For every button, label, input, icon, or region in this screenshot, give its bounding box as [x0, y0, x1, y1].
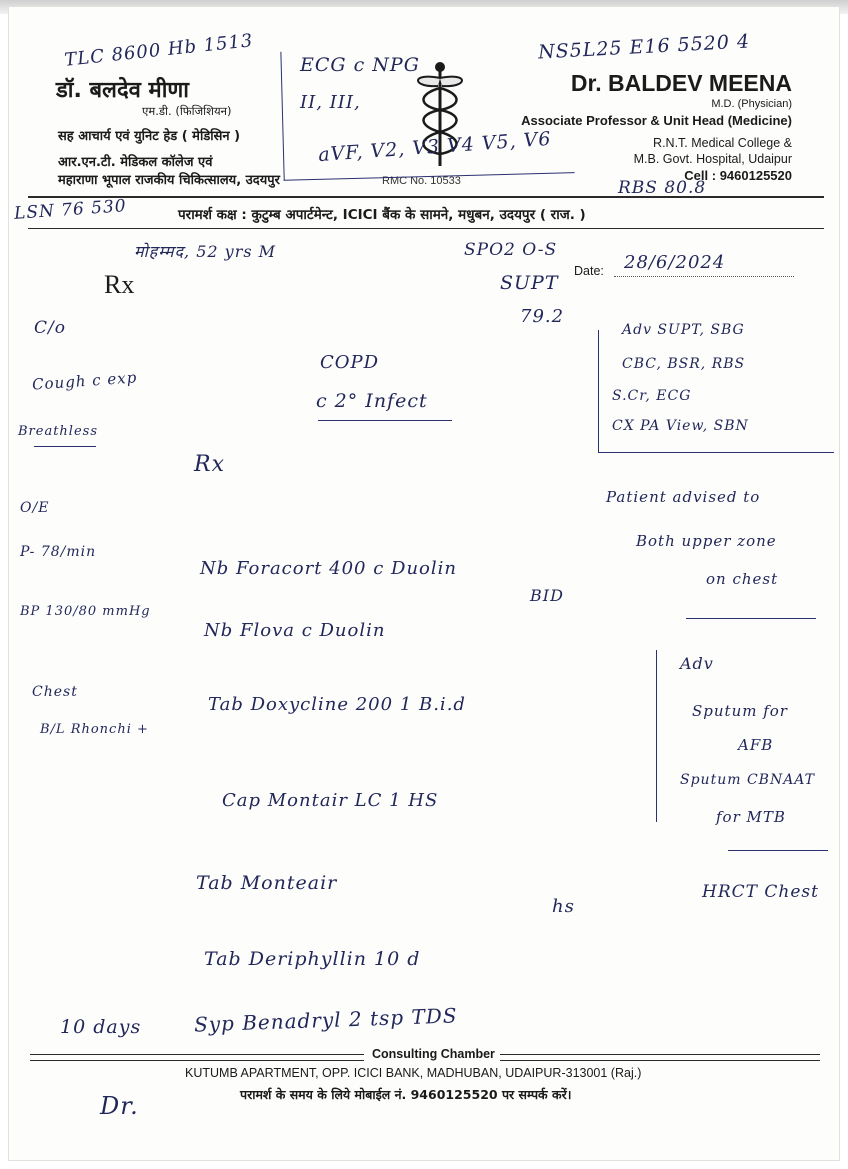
hw-medication-4: Cap Montair LC 1 HS: [222, 790, 439, 811]
hw-sputum-1: Sputum for: [692, 702, 788, 720]
consult-address: परामर्श कक्ष : कुटुम्ब अपार्टमेन्ट, ICICI बैंक के सामने, मधुबन, उदयपुर ( राज. ): [178, 207, 586, 223]
hw-signature: Dr.: [100, 1092, 139, 1120]
hw-medication-6: Tab Deriphyllin 10 d: [204, 948, 421, 970]
hw-note-2: Both upper zone: [636, 532, 777, 550]
hw-investigations-2: CBC, BSR, RBS: [622, 356, 746, 372]
college-hindi: आर.एन.टी. मेडिकल कॉलेज एवं: [58, 155, 213, 170]
rx-symbol: Rx: [104, 270, 135, 299]
underline: [318, 420, 452, 421]
hw-lab-values: TLC 8600 Hb 1513: [63, 30, 255, 71]
hw-sputum-3: Sputum CBNAAT: [680, 772, 815, 788]
hw-rbs: RBS 80.8: [618, 178, 707, 198]
doctor-title-hindi: सह आचार्य एवं युनिट हेड ( मेडिसिन ): [58, 129, 241, 144]
hospital-hindi: महाराणा भूपाल राजकीय चिकित्सालय, उदयपुर: [58, 173, 280, 188]
hw-medication-2: Nb Flova c Duolin: [204, 620, 386, 641]
hw-investigations-3: S.Cr, ECG: [612, 388, 692, 404]
doctor-degree-english: M.D. (Physician): [711, 98, 792, 110]
underline: [686, 618, 816, 619]
hw-spo2: SPO2 O-S: [464, 240, 558, 260]
hw-rx-mark: Rx: [194, 452, 225, 477]
hw-investigations: Adv SUPT, SBG: [622, 322, 745, 338]
underline: [728, 850, 828, 851]
hw-investigations-4: CX PA View, SBN: [612, 418, 749, 434]
hw-patient-id: LSN 76 530: [13, 196, 128, 224]
footer-contact-hindi: परामर्श के समय के लिये मोबाईल नं. 9460125520 पर सम्पर्क करें।: [240, 1087, 572, 1102]
footer-rule-right: [500, 1054, 820, 1061]
hw-chest-finding: B/L Rhonchi +: [40, 722, 149, 737]
hw-supt-value: 79.2: [520, 306, 565, 327]
hw-medication-5: Tab Monteair: [196, 872, 338, 894]
footer-address: KUTUMB APARTMENT, OPP. ICICI BANK, MADHUBAN, UDAIPUR-313001 (Raj.): [185, 1066, 642, 1080]
date-label: Date:: [574, 264, 604, 278]
hw-examination: O/E: [20, 500, 50, 516]
hw-breathless: Breathless: [18, 424, 99, 439]
hw-note-1: Patient advised to: [606, 488, 761, 506]
bracket: [656, 650, 657, 822]
hw-medication-1: Nb Foracort 400 c Duolin: [200, 558, 457, 579]
college-english: R.N.T. Medical College &: [653, 136, 792, 150]
hw-ecg-line2: II, III,: [300, 92, 361, 113]
hw-ecg-line1: ECG c NPG: [300, 54, 420, 76]
hw-date: 28/6/2024: [624, 252, 726, 273]
underline: [34, 446, 96, 447]
doctor-title-english: Associate Professor & Unit Head (Medicine): [521, 113, 792, 128]
hw-medication-3: Tab Doxycline 200 1 B.i.d: [208, 694, 466, 715]
hw-diagnosis: COPD: [320, 352, 380, 373]
hw-sputum-2: AFB: [738, 736, 774, 754]
hw-medication-5b: hs: [552, 896, 575, 917]
cell-number: Cell : 9460125520: [684, 168, 792, 183]
hospital-english: M.B. Govt. Hospital, Udaipur: [633, 152, 792, 166]
doctor-name-english: Dr. BALDEV MEENA: [570, 70, 792, 96]
date-line: [614, 276, 794, 277]
hw-ecg-line3: aVF, V2, V3 V4 V5, V6: [317, 127, 553, 167]
hw-supt: SUPT: [500, 272, 559, 294]
header-rule-bottom: [28, 228, 824, 229]
rmc-number: RMC No. 10533: [382, 175, 461, 187]
doctor-degree-hindi: एम.डी. (फिजिशियन): [142, 104, 232, 118]
footer-title: Consulting Chamber: [372, 1047, 495, 1061]
hw-duration: 10 days: [60, 1016, 142, 1038]
hw-medication-7: Syp Benadryl 2 tsp TDS: [193, 1003, 458, 1037]
bracket: [598, 330, 599, 452]
hw-sputum-4: for MTB: [716, 808, 786, 826]
hw-bp: BP 130/80 mmHg: [20, 604, 151, 619]
hw-cough: Cough c exp: [31, 368, 138, 394]
hw-electrolytes: NS5L25 E16 5520 4: [537, 30, 751, 64]
hw-pulse: P- 78/min: [20, 544, 97, 560]
hw-complaints: C/o: [34, 318, 66, 338]
hw-patient-name: मोहम्मद, 52 yrs M: [134, 242, 277, 261]
hw-diagnosis-2: c 2° Infect: [316, 390, 428, 412]
hw-medication-1b: BID: [530, 586, 564, 605]
underline: [598, 452, 834, 453]
hw-hrct: HRCT Chest: [702, 882, 819, 902]
doctor-name-hindi: डॉ. बलदेव मीणा: [56, 78, 189, 103]
hw-chest: Chest: [32, 684, 78, 700]
hw-note-3: on chest: [706, 570, 779, 588]
hw-advice-label: Adv: [680, 654, 714, 673]
footer-rule-left: [30, 1054, 364, 1061]
